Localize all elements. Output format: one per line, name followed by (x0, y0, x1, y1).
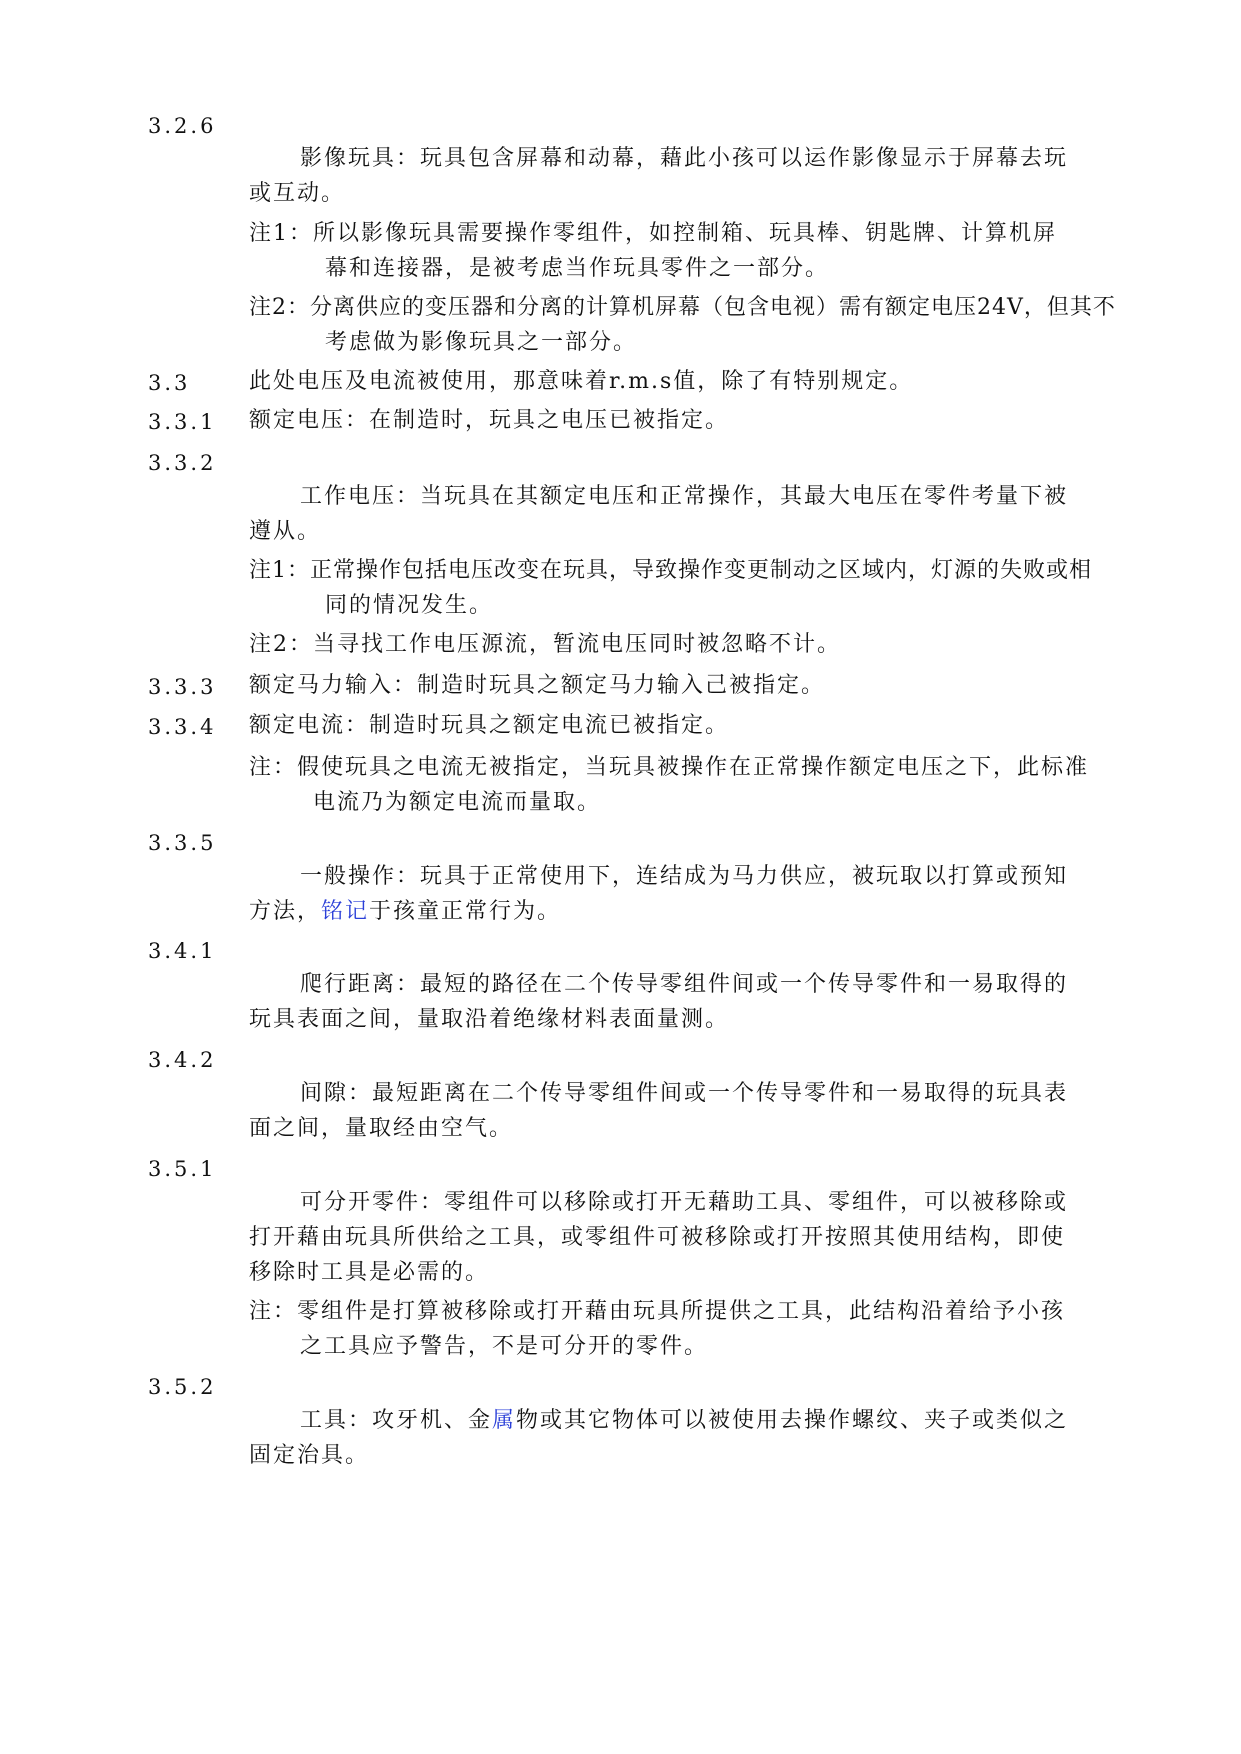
definition-text: 此处电压及电流被使用，那意味着r.m.s值，除了有特别规定。 (249, 369, 914, 394)
definition-text-part: 工具：攻牙机、金 (300, 1408, 493, 1433)
note-text: 注2：分离供应的变压器和分离的计算机屏幕（包含电视）需有额定电压24V，但其不 (249, 295, 1116, 320)
definition-text: 额定电压：在制造时，玩具之电压已被指定。 (249, 408, 730, 433)
note-text: 注1：正常操作包括电压改变在玩具，导致操作变更制动之区域内，灯源的失败或相 (249, 558, 1092, 583)
highlighted-term: 铭记 (321, 899, 370, 924)
section-number: 3.5.1 (148, 1157, 217, 1181)
definition-text: 打开藉由玩具所供给之工具，或零组件可被移除或打开按照其使用结构，即使 (249, 1225, 1066, 1250)
section-number: 3.5.2 (148, 1375, 217, 1399)
definition-text: 固定治具。 (249, 1443, 370, 1468)
note-text: 电流乃为额定电流而量取。 (313, 790, 602, 815)
definition-text: 一般操作：玩具于正常使用下，连结成为马力供应，被玩取以打算或预知 (300, 864, 1069, 889)
definition-text-part: 方法， (249, 899, 322, 924)
section-number: 3.3.4 (148, 715, 217, 739)
definition-text: 额定电流：制造时玩具之额定电流已被指定。 (249, 713, 730, 738)
section-number: 3.4.1 (148, 939, 217, 963)
definition-text: 工作电压：当玩具在其额定电压和正常操作，其最大电压在零件考量下被 (300, 484, 1069, 509)
note-text: 幕和连接器，是被考虑当作玩具零件之一部分。 (325, 256, 830, 281)
section-number: 3.3.3 (148, 675, 217, 699)
definition-text-part: 物或其它物体可以被使用去操作螺纹、夹子或类似之 (516, 1408, 1069, 1433)
definition-text (300, 1405, 1068, 1437)
section-number: 3.3.1 (148, 410, 217, 434)
note-text: 考虑做为影像玩具之一部分。 (325, 330, 638, 355)
definition-text: 影像玩具：玩具包含屏幕和动幕，藉此小孩可以运作影像显示于屏幕去玩 (300, 146, 1069, 171)
note-text: 之工具应予警告，不是可分开的零件。 (300, 1334, 709, 1359)
section-number: 3.3.2 (148, 451, 217, 475)
section-number: 3.3.5 (148, 831, 217, 855)
note-text: 注1：所以影像玩具需要操作零组件，如控制箱、玩具棒、钥匙牌、计算机屏 (249, 221, 1057, 246)
section-number: 3.3 (148, 371, 191, 395)
definition-text: 移除时工具是必需的。 (249, 1260, 490, 1285)
definition-text: 爬行距离：最短的路径在二个传导零组件间或一个传导零件和一易取得的 (300, 972, 1069, 997)
definition-text: 额定马力输入：制造时玩具之额定马力输入己被指定。 (249, 673, 826, 698)
definition-text: 或互动。 (249, 181, 346, 206)
section-number: 3.4.2 (148, 1048, 217, 1072)
section-number: 3.2.6 (148, 114, 217, 138)
definition-text: 玩具表面之间，量取沿着绝缘材料表面量测。 (249, 1007, 730, 1032)
note-text: 注：假使玩具之电流无被指定，当玩具被操作在正常操作额定电压之下，此标准 (249, 755, 1090, 780)
definition-text: 可分开零件：零组件可以移除或打开无藉助工具、零组件，可以被移除或 (300, 1190, 1069, 1215)
definition-text: 面之间，量取经由空气。 (249, 1116, 514, 1141)
definition-text: 遵从。 (249, 519, 322, 544)
definition-text (249, 896, 561, 928)
note-text: 注：零组件是打算被移除或打开藉由玩具所提供之工具，此结构沿着给予小孩 (249, 1299, 1066, 1324)
note-text: 注2：当寻找工作电压源流，暂流电压同时被忽略不计。 (249, 632, 841, 657)
highlighted-term: 属 (492, 1408, 517, 1433)
definition-text-part: 于孩童正常行为。 (369, 899, 562, 924)
note-text: 同的情况发生。 (325, 593, 494, 618)
definition-text: 间隙：最短距离在二个传导零组件间或一个传导零件和一易取得的玩具表 (300, 1081, 1069, 1106)
